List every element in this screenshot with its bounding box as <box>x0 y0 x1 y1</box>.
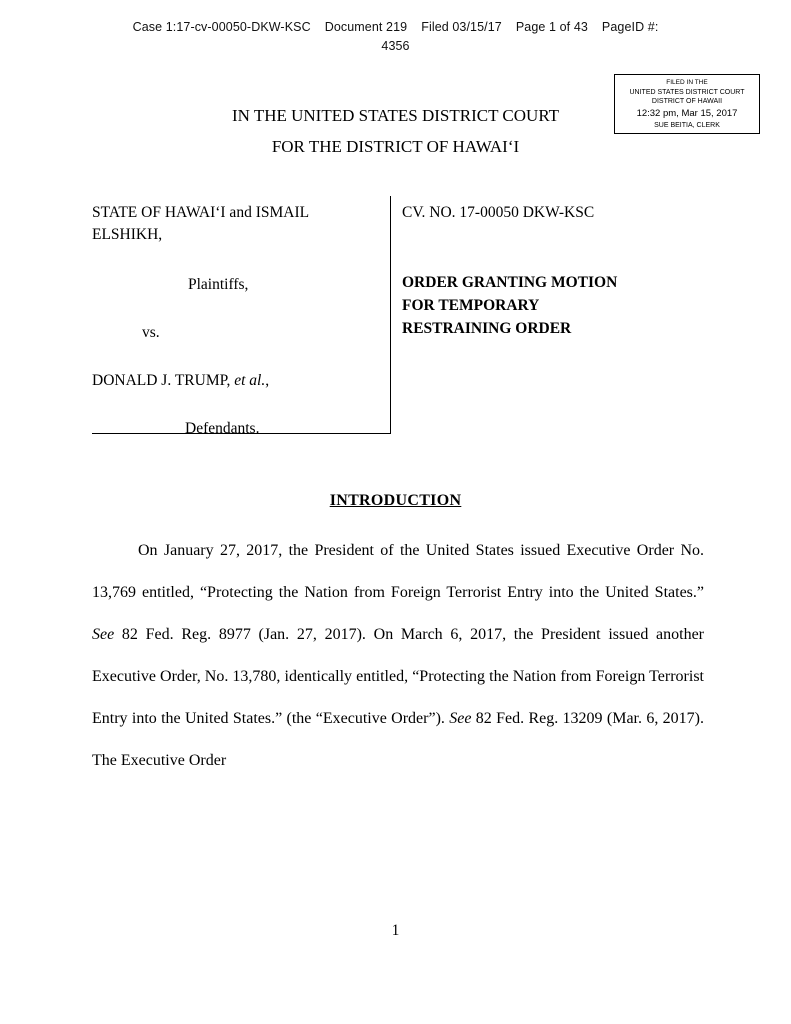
intro-text-part1: On January 27, 2017, the President of the United States issued Executive Order No. 13,769 entitled, “Protecting the Nation from Foreign Terrorist Entry into the United States.” <box>92 542 704 601</box>
court-heading <box>0 100 791 162</box>
ecf-case-number: Case 1:17-cv-00050-DKW-KSC <box>132 20 311 34</box>
caption-plaintiffs: STATE OF HAWAIʻI and ISMAIL ELSHIKH, <box>92 204 309 243</box>
intro-see-citation-1: See <box>92 626 115 643</box>
intro-text-part2: 82 Fed. Reg. 8977 (Jan. 27, 2017). On March 6, 2017, the President issued another Executive Order, No. 13,780, identically entitled, “Protecting the Nation from Foreign Terrorist Entry into the United States.” (the “Executive Order”). <box>92 626 704 727</box>
ecf-pageid-label: PageID #: <box>601 20 659 34</box>
caption-plaintiffs-label: Plaintiffs, <box>188 276 249 293</box>
page-number: 1 <box>391 922 400 939</box>
ecf-pageid-value: 4356 <box>381 39 410 53</box>
filed-stamp-line3: DISTRICT OF HAWAII <box>651 97 723 105</box>
caption-versus: vs. <box>142 324 160 341</box>
introduction-body <box>92 530 704 782</box>
order-title-line1: ORDER GRANTING MOTION <box>402 274 618 291</box>
filed-stamp-time: 12:32 pm, Mar 15, 2017 <box>636 107 738 119</box>
order-title-line2: FOR TEMPORARY <box>402 297 540 314</box>
caption-defendant-comma: , <box>265 372 270 389</box>
court-heading-line2: FOR THE DISTRICT OF HAWAIʻI <box>271 137 520 156</box>
introduction-heading: INTRODUCTION <box>329 492 462 509</box>
intro-see-citation-2: See <box>449 710 472 727</box>
caption-defendant <box>92 370 390 392</box>
ecf-document-number: Document 219 <box>324 20 408 34</box>
filed-stamp-clerk: SUE BEITIA, CLERK <box>654 121 720 129</box>
intro-text-part3: 82 Fed. Reg. 13209 (Mar. 6, 2017). The Executive Order <box>92 710 704 769</box>
caption-case-number: CV. NO. 17-00050 DKW-KSC <box>402 204 595 221</box>
order-title-line3: RESTRAINING ORDER <box>402 320 572 337</box>
court-heading-line1: IN THE UNITED STATES DISTRICT COURT <box>231 106 560 125</box>
case-caption <box>92 196 700 436</box>
ecf-page-count: Page 1 of 43 <box>515 20 588 34</box>
order-title <box>402 271 700 340</box>
filed-stamp-line2: UNITED STATES DISTRICT COURT <box>629 88 745 96</box>
caption-parties-column <box>92 196 391 437</box>
filed-stamp-line1: FILED IN THE <box>666 79 708 86</box>
caption-defendants-label: Defendants. <box>185 420 260 437</box>
ecf-header <box>0 18 791 56</box>
caption-case-column <box>402 196 700 340</box>
caption-defendant-etal: et al. <box>234 372 266 389</box>
introduction-paragraph <box>92 530 704 782</box>
ecf-filed-date: Filed 03/15/17 <box>421 20 502 34</box>
caption-defendant-name: DONALD J. TRUMP, <box>92 372 235 389</box>
